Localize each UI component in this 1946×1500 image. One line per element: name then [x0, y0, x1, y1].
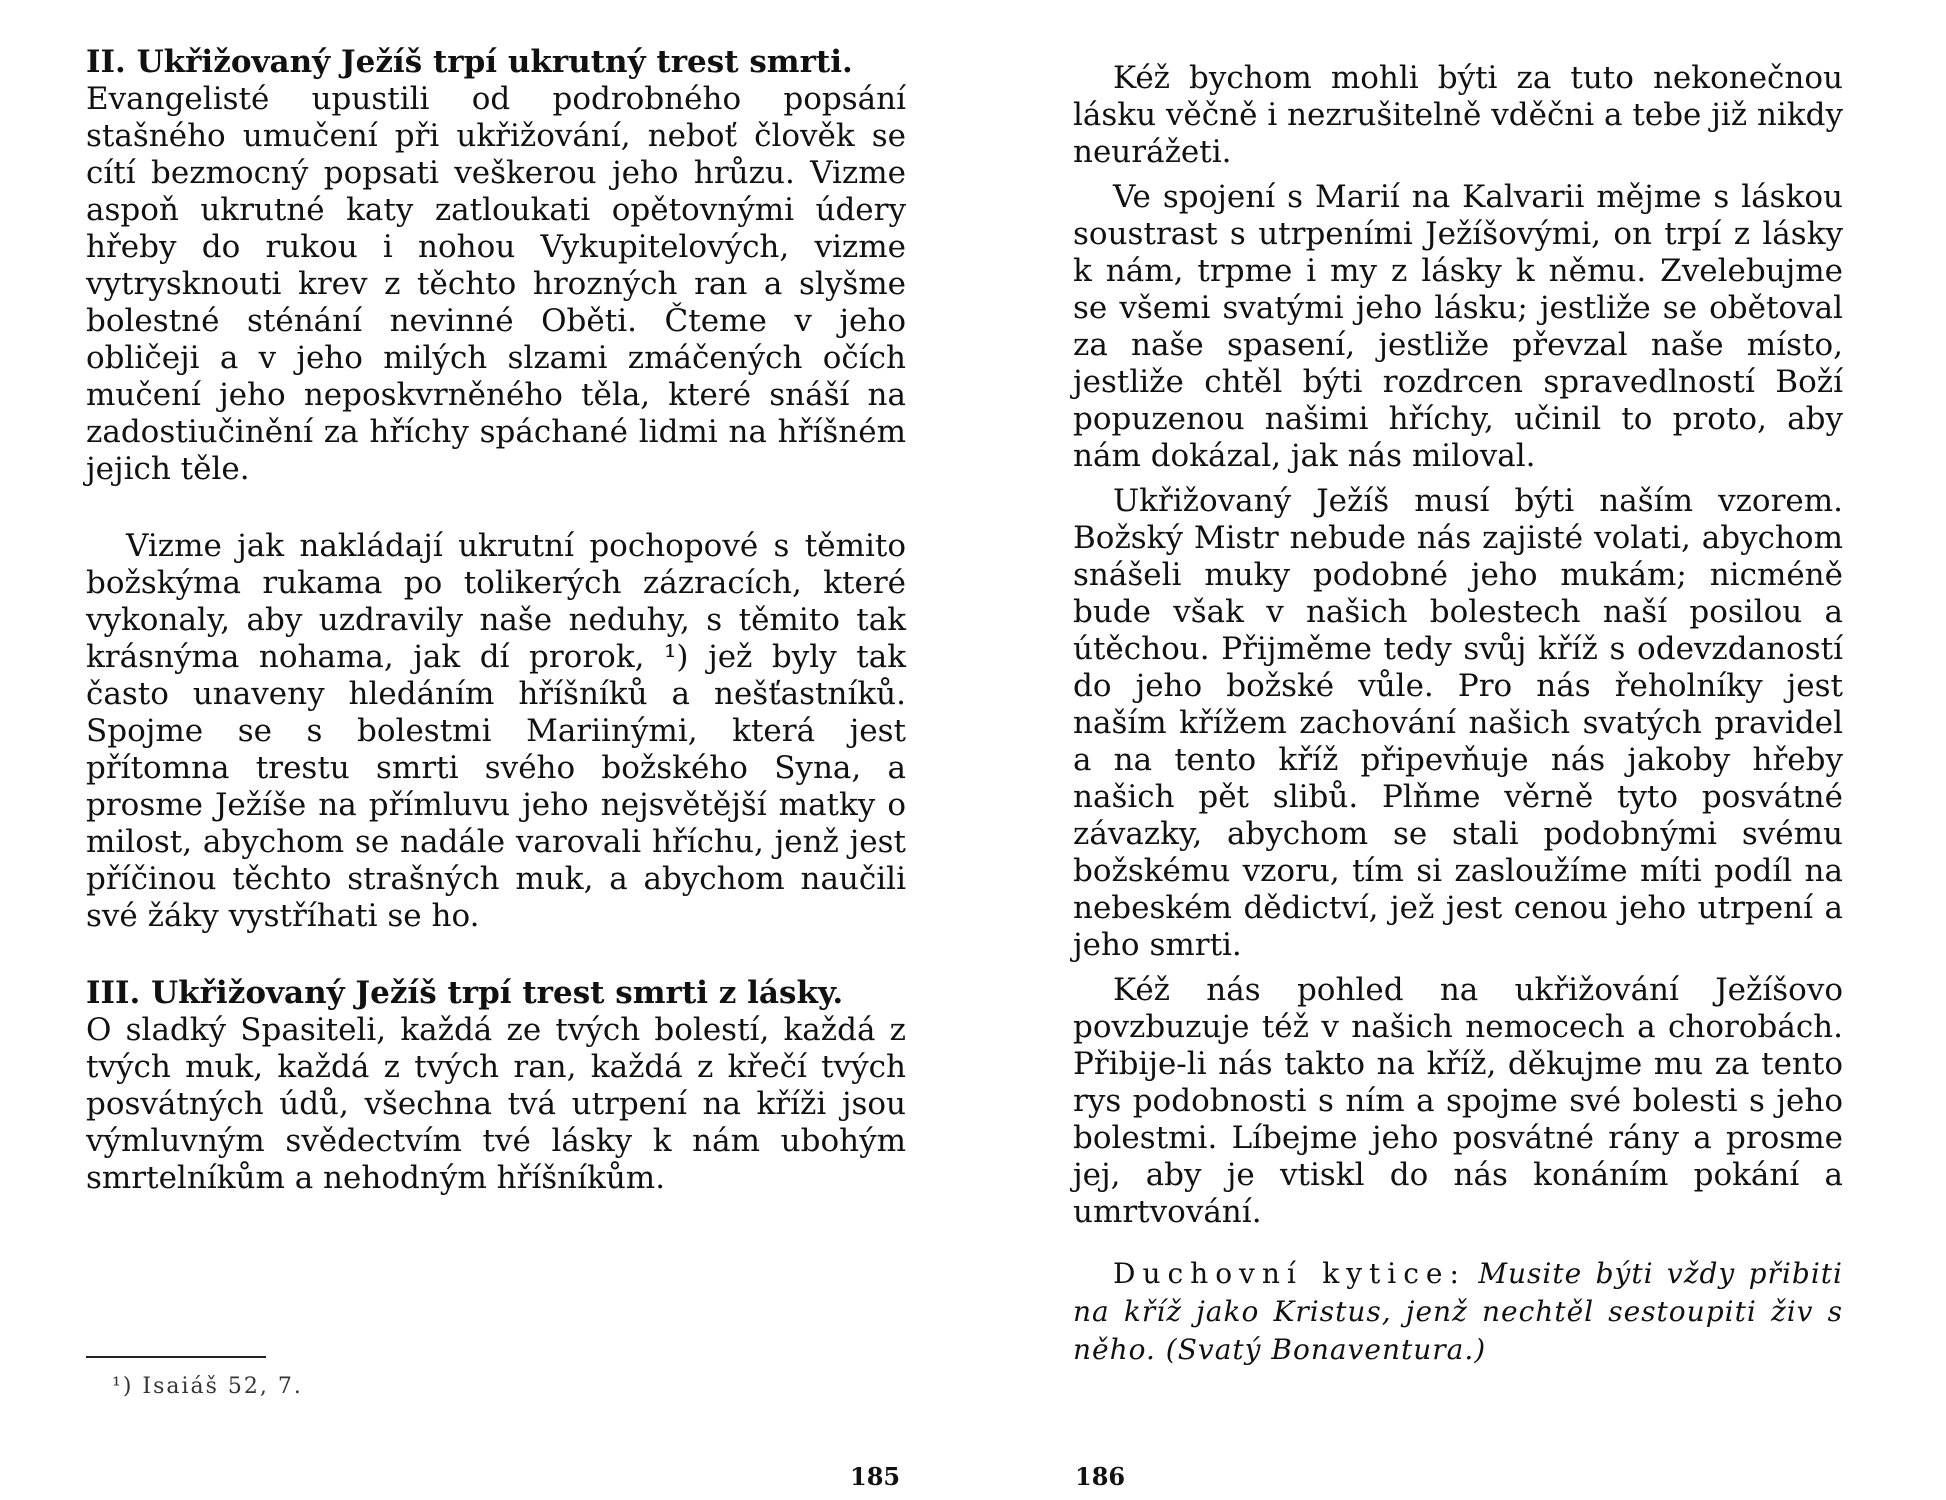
bouquet-quote: Musite býti vždy přibiti na kříž jako Kristus, jenž nechtěl sestoupiti živ s něho. (Svatý Bonaventura.)	[1073, 1257, 1843, 1366]
section-2-paragraph-1: Evangelisté upustili od podrobného popsání stašného umučení při ukřižování, neboť člověk se cítí bezmocný popsati veškerou jeho hrůzu. Vizme aspoň ukrutné katy zatloukati opětovnými údery hřeby do rukou i nohou Vykupitelových, vizme vytrysknouti krev z těchto hrozných ran a slyšme bolestné sténání nevinné Oběti. Čteme v jeho obličeji a v jeho milých slzami zmáčených očích mučení jeho neposkvrněného těla, které snáší na zadostiučinění za hříchy spáchané lidmi na hříšném jejich těle.	[86, 81, 906, 487]
right-paragraph-4: Kéž nás pohled na ukřižování Ježíšovo povzbuzuje též v našich nemocech a chorobách. Přibije-li nás takto na kříž, děkujme mu za tento rys podobnosti s ním a spojme své bolesti s jeho bolestmi. Líbejme jeho posvátné rány a prosme jej, aby je vtiskl do nás konáním pokání a umrtvování.	[1073, 972, 1843, 1230]
right-text-column	[1073, 60, 1843, 1369]
section-2-paragraph-2: Vizme jak nakládají ukrutní pochopové s těmito božskýma rukama po tolikerých zázracích, které vykonaly, aby uzdravily naše neduhy, s těmito tak krásnýma nohama, jak dí prorok, ¹) jež byly tak často unaveny hledáním hříšníků a nešťastníků. Spojme se s bolestmi Mariinými, která jest přítomna trestu smrti svého božského Syna, a prosme Ježíše na přímluvu jeho nejsvětější matky o milost, abychom se nadále varovali hříchu, jenž jest příčinou těchto strašných muk, a abychom naučili své žáky vystříhati se ho.	[86, 528, 906, 934]
page-number-right: 186	[1075, 1462, 1126, 1491]
page-number-left: 185	[850, 1462, 901, 1491]
section-3-paragraph: O sladký Spasiteli, každá ze tvých bolestí, každá z tvých muk, každá z tvých ran, každá z křečí tvých posvátných údů, všechna tvá utrpení na kříži jsou výmluvným svědectvím tvé lásky k nám ubohým smrtelníkům a nehodným hříšníkům.	[86, 1012, 906, 1196]
right-paragraph-3: Ukřižovaný Ježíš musí býti naším vzorem. Božský Mistr nebude nás zajisté volati, abychom snášeli muky podobné jeho mukám; nicméně bude však v našich bolestech naší posilou a útěchou. Přijměme tedy svůj kříž s odevzdaností do jeho božské vůle. Pro nás řeholníky jest naším křížem zachování našich svatých pravidel a na tento kříž připevňuje nás jakoby hřeby našich pět slibů. Plňme věrně tyto posvátné závazky, abychom se stali podobnými svému božskému vzoru, tím si zasloužíme míti podíl na nebeském dědictví, jež jest cenou jeho utrpení a jeho smrti.	[1073, 483, 1843, 963]
section-3-heading: III. Ukřižovaný Ježíš trpí trest smrti z lásky.	[86, 975, 844, 1011]
right-paragraph-1: Kéž bychom mohli býti za tuto nekonečnou lásku věčně i nezrušitelně vděčni a tebe již nikdy neurážeti.	[1073, 60, 1843, 170]
footnote: ¹) Isaiáš 52, 7.	[112, 1374, 303, 1399]
spiritual-bouquet	[1073, 1255, 1843, 1369]
bouquet-label: Duchovní kytice:	[1113, 1257, 1466, 1290]
footnote-rule	[86, 1356, 266, 1358]
left-text-column	[86, 44, 906, 1197]
right-page	[973, 0, 1946, 1500]
right-paragraph-2: Ve spojení s Marií na Kalvarii mějme s láskou soustrast s utrpeními Ježíšovými, on trpí z lásky k nám, trpme i my z lásky k němu. Zvelebujme se všemi svatými jeho lásku; jestliže se obětoval za naše spasení, jestliže převzal naše místo, jestliže chtěl býti rozdrcen spravedlností Boží popuzenou našimi hříchy, učinil to proto, aby nám dokázal, jak nás miloval.	[1073, 179, 1843, 474]
section-2-heading: II. Ukřižovaný Ježíš trpí ukrutný trest smrti.	[86, 44, 853, 80]
